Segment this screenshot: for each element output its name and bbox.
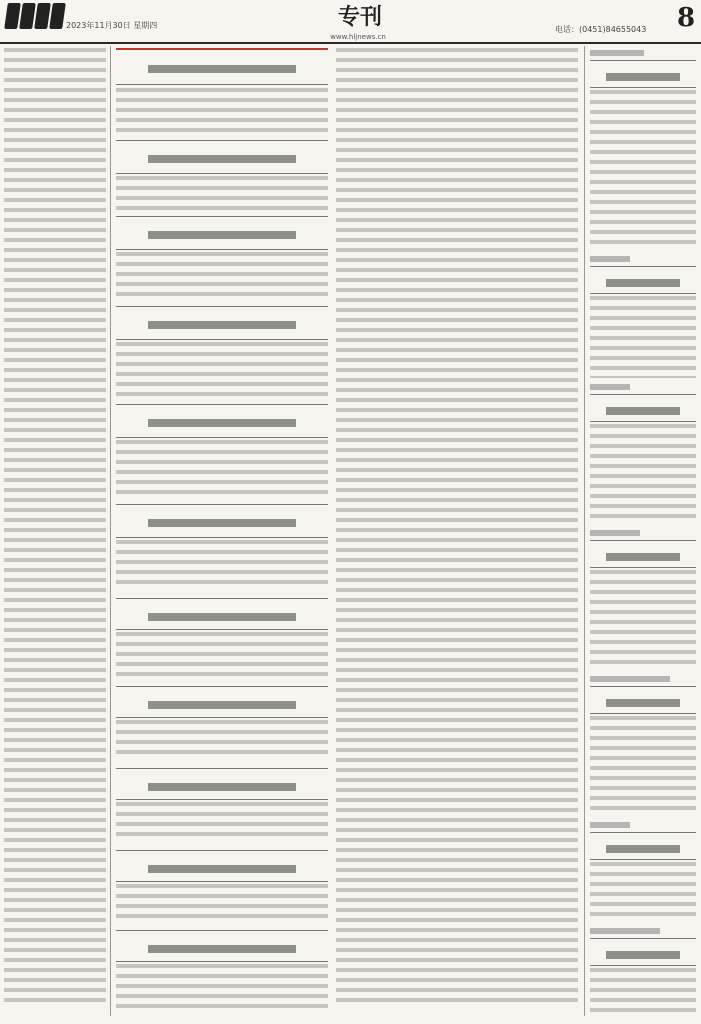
article-body: [590, 862, 696, 922]
article-headline: [116, 930, 328, 962]
newspaper-logo-icon: [6, 3, 64, 29]
article-body: [116, 632, 328, 678]
article-headline: [116, 850, 328, 882]
article-headline: [590, 60, 696, 88]
article-headline: [116, 404, 328, 438]
article-headline: [590, 266, 696, 294]
article-body: [116, 342, 328, 398]
article-body: [116, 884, 328, 924]
article-body: [116, 802, 328, 842]
masthead: [0, 0, 701, 44]
article-headline: [590, 394, 696, 422]
article-body: [116, 964, 328, 1014]
article-headline: [116, 48, 328, 85]
article-source: [590, 822, 630, 828]
article-body: [116, 440, 328, 496]
article-body: [116, 88, 328, 132]
article-body: [590, 424, 696, 524]
phone-number: 电话：(0451)84655043: [555, 25, 647, 34]
column-rule: [584, 46, 585, 1016]
article-headline: [116, 768, 328, 800]
article-body: [116, 540, 328, 590]
column-rule: [110, 46, 111, 1016]
article-source: [590, 928, 660, 934]
article-source: [590, 256, 630, 262]
article-headline: [590, 938, 696, 966]
article-body: [116, 720, 328, 760]
article-headline: [590, 686, 696, 714]
article-body: [590, 570, 696, 670]
article-headline: [590, 832, 696, 860]
article-body: [590, 968, 696, 1014]
article-headline: [116, 216, 328, 250]
article-headline: [116, 686, 328, 718]
page-number: 8: [676, 3, 696, 33]
article-headline: [116, 140, 328, 174]
article-source: [590, 676, 670, 682]
article-body-left: [4, 48, 106, 1008]
article-body: [116, 252, 328, 300]
date-line: 2023年11月30日 星期四: [66, 21, 158, 30]
article-source: [590, 530, 640, 536]
article-source: [590, 384, 630, 390]
article-headline: [116, 504, 328, 538]
article-body: [116, 176, 328, 212]
article-body-center-right: [336, 48, 578, 1008]
article-body: [590, 90, 696, 250]
section-title: 专刊: [337, 4, 382, 30]
article-headline: [590, 540, 696, 568]
article-body: [590, 716, 696, 816]
article-headline: [116, 598, 328, 630]
article-headline: [116, 306, 328, 340]
article-source: [590, 50, 644, 56]
site-url: www.hljnews.cn: [330, 33, 386, 41]
article-body: [590, 296, 696, 378]
